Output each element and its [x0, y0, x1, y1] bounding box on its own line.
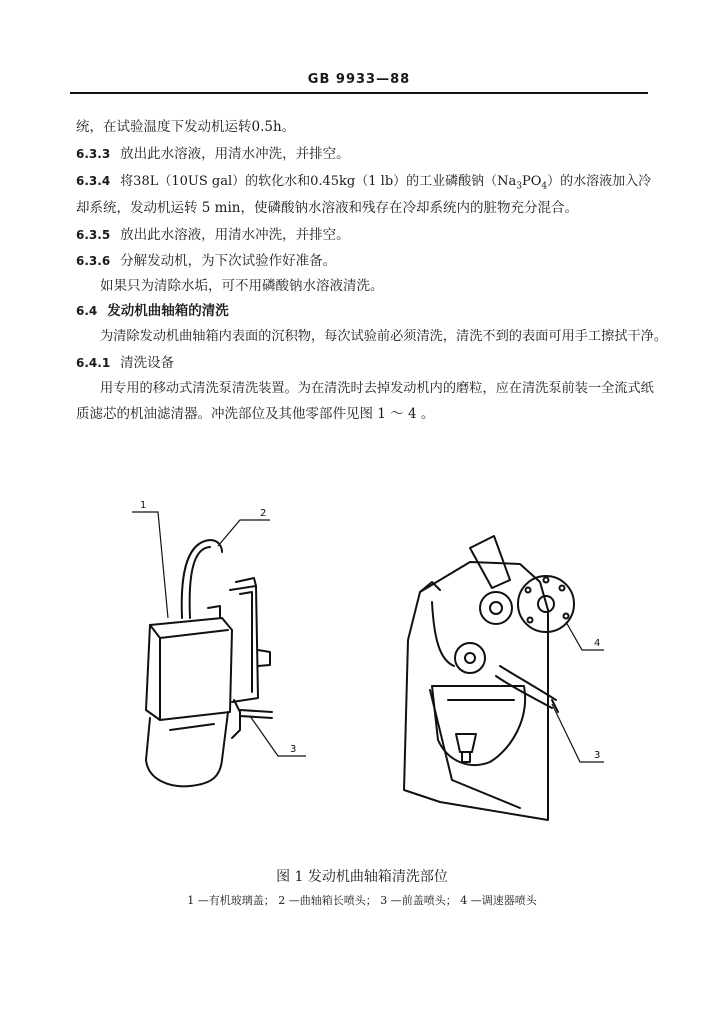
figure-1-drawing — [0, 490, 724, 850]
clause-number: 6.3.5 — [76, 228, 111, 242]
clause-number: 6.3.6 — [76, 254, 111, 268]
subscript-4: 4 — [541, 181, 548, 192]
text: 统，在试验温度下发动机运转0.5h。 — [76, 119, 296, 135]
callout-4: 4 — [594, 638, 601, 649]
clause-6-3-4 — [76, 172, 651, 196]
header-rule — [70, 92, 648, 94]
clause-text-b: PO — [522, 174, 542, 189]
text: 为清除发动机曲轴箱内表面的沉积物，每次试验前必须清洗，清洗不到的表面可用手工擦拭干净。 — [100, 329, 668, 344]
clause-text-a: 将38L（10US gal）的软化水和0.45kg（1 lb）的工业磷酸钠（Na — [120, 174, 517, 189]
callout-1: 1 — [140, 500, 147, 511]
leader-1 — [132, 512, 168, 618]
text: 用专用的移动式清洗泵清洗装置。为在清洗时去掉发动机内的磨粒，应在清洗泵前装一全流式纸 — [100, 381, 654, 396]
right-engine-drawing — [404, 536, 574, 820]
text: 质滤芯的机油滤清器。冲洗部位及其他零部件见图 1 ～ 4 。 — [76, 406, 435, 422]
clause-text-c: ）的水溶液加入冷 — [547, 174, 652, 189]
clause-text: 清洗设备 — [120, 355, 175, 371]
left-crankcase-drawing — [146, 540, 272, 786]
section-title: 发动机曲轴箱的清洗 — [107, 303, 229, 319]
callout-3-left: 3 — [290, 744, 297, 755]
clause-text: 分解发动机，为下次试验作好准备。 — [120, 253, 337, 269]
callout-2: 2 — [260, 508, 267, 519]
clause-text: 放出此水溶液，用清水冲洗，并排空。 — [120, 227, 350, 243]
clause-6-3-5 — [76, 226, 350, 244]
clause-number: 6.3.3 — [76, 147, 111, 161]
clause-number: 6.4.1 — [76, 356, 111, 370]
text-line-9 — [100, 328, 667, 346]
page-header: GB 9933—88 — [307, 72, 411, 87]
text-line-4 — [76, 199, 578, 217]
leader-3-left — [250, 716, 306, 756]
clause-number: 6.3.4 — [76, 174, 111, 188]
text: 如果只为清除水垢，可不用磷酸钠水溶液清洗。 — [100, 278, 384, 294]
figure-caption: 图 1 发动机曲轴箱清洗部位 — [276, 869, 448, 885]
text-line-7 — [100, 277, 384, 295]
section-6-4 — [76, 302, 229, 320]
text-line-12 — [76, 405, 434, 423]
text-line-11 — [100, 380, 654, 398]
clause-6-3-3 — [76, 145, 350, 163]
subscript-3: 3 — [516, 181, 523, 192]
leader-2 — [218, 520, 270, 546]
section-number: 6.4 — [76, 304, 98, 318]
text: 却系统，发动机运转 5 min，使磷酸钠水溶液和残存在冷却系统内的脏物充分混合。 — [76, 200, 578, 216]
figure-legend: 1 —有机玻璃盖； 2 —曲轴箱长喷头； 3 —前盖喷头； 4 —调速器喷头 — [187, 894, 537, 907]
callout-3-right: 3 — [594, 750, 601, 761]
clause-6-3-6 — [76, 252, 336, 270]
clause-6-4-1 — [76, 354, 174, 372]
text-line-1 — [76, 118, 295, 136]
clause-text: 放出此水溶液，用清水冲洗，并排空。 — [120, 146, 350, 162]
